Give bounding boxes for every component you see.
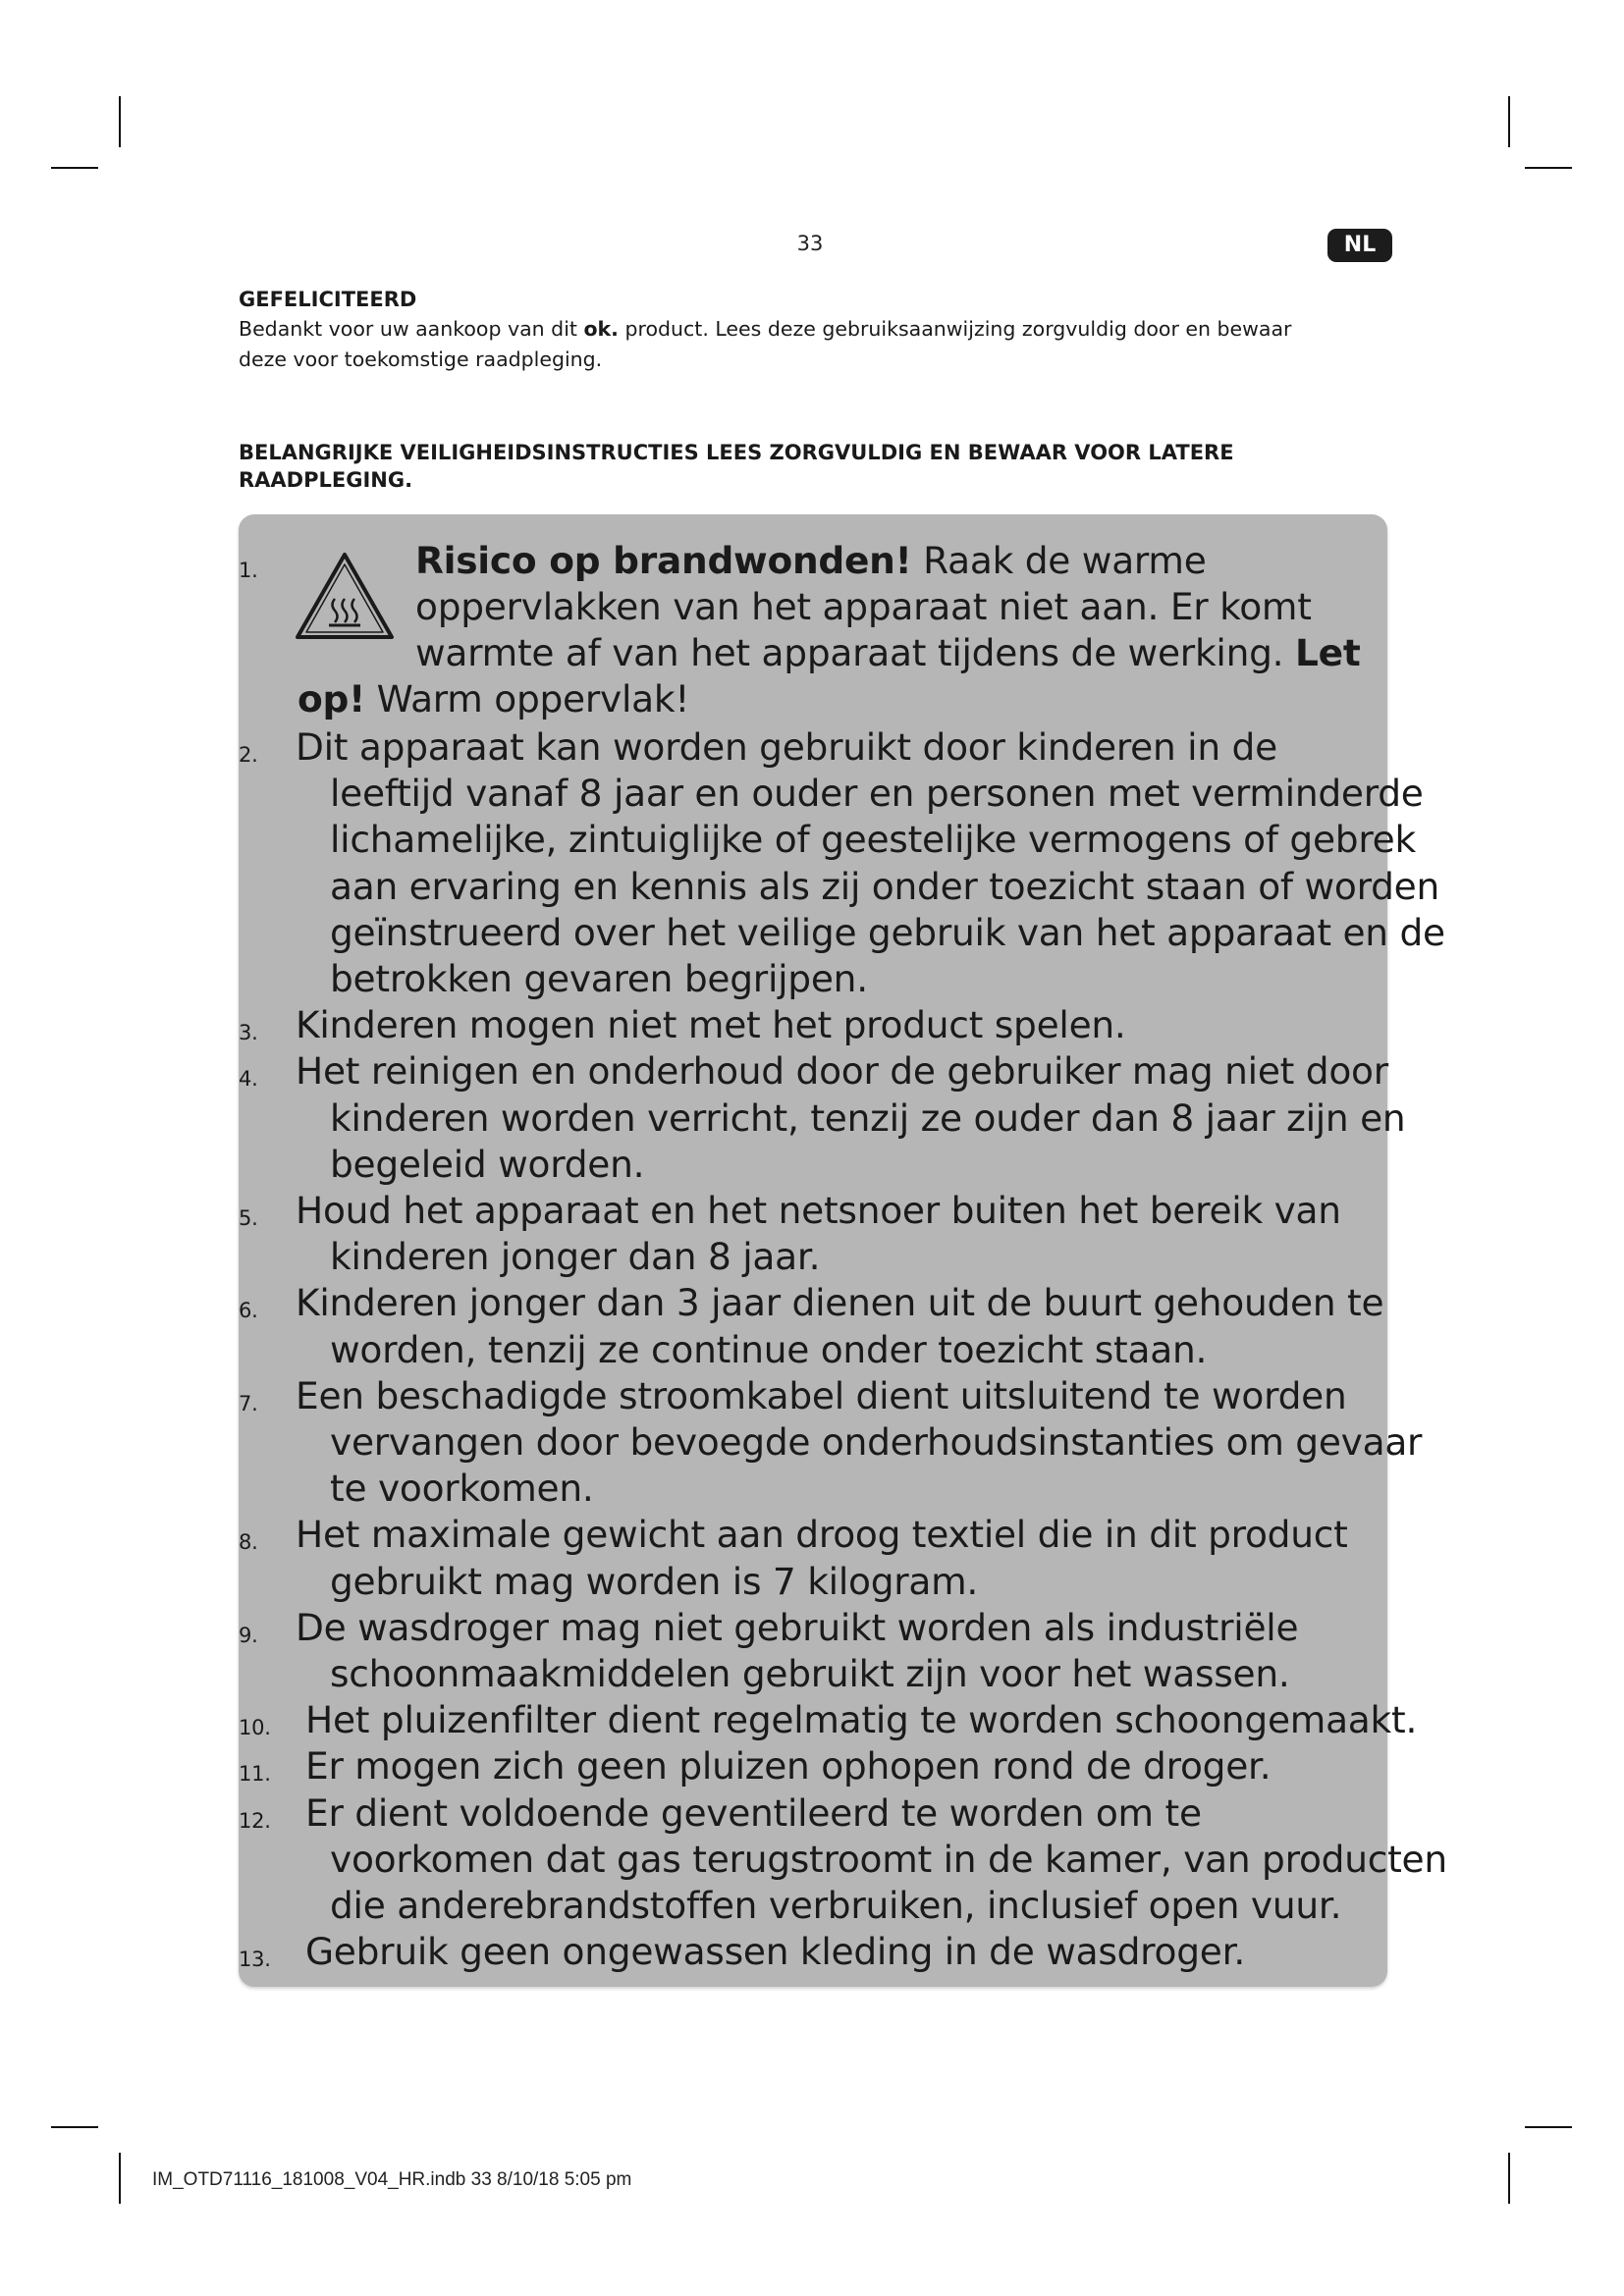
safety-heading [239,439,1348,494]
intro-text-line2: deze voor toekomstige raadpleging. [239,347,603,371]
safety-item [239,1048,1407,1188]
item-line: gebruikt mag worden is 7 kilogram. [330,1559,979,1603]
item-first-line: Het pluizenfilter dient regelmatig te worden schoongemaakt. [305,1698,1418,1742]
item-first-line: Een beschadigde stroomkabel dient uitsluitend te worden [296,1373,1347,1417]
safety-item [239,1512,1407,1604]
item-line: voorkomen dat gas terugstroomt in de kamer, van producten [330,1837,1447,1881]
item-line: te voorkomen. [330,1467,594,1511]
item1-line1: Risico op brandwonden! Raak de warme [415,539,1207,582]
brand-name: ok. [583,317,619,341]
item-number: 13. [239,1948,271,1972]
safety-item-1 [239,538,1407,724]
intro-title: GEFELICITEERD [239,288,417,311]
safety-item [239,1743,1407,1789]
safety-item [239,1373,1423,1513]
crop-mark-bottom-right-horizontal [1525,2126,1572,2128]
item-number: 7. [239,1391,258,1415]
item1-line3: warmte af van het apparaat tijdens de werking. Let [415,631,1361,674]
intro-text [239,314,1397,375]
item-line: geïnstrueerd over het veilige gebruik van het apparaat en de [330,910,1445,954]
safety-heading-line1: BELANGRIJKE VEILIGHEIDSINSTRUCTIES LEES ZORGVULDIG EN BEWAAR VOOR LATERE [239,441,1234,464]
safety-item [239,724,1445,1002]
language-badge: NL [1327,229,1392,262]
item-line: lichamelijke, zintuiglijke of geestelijke vermogens of gebrek [330,818,1416,862]
item-line: betrokken gevaren begrijpen. [330,957,868,1001]
safety-heading-line2: RAADPLEGING. [239,468,413,492]
intro-section [239,285,1397,375]
item-line: kinderen worden verricht, tenzij ze ouder dan 8 jaar zijn en [330,1095,1406,1140]
item-number: 1. [239,559,258,582]
item-number: 6. [239,1299,258,1323]
item-line: worden, tenzij ze continue onder toezicht staan. [330,1327,1208,1371]
item-first-line: Er dient voldoende geventileerd te worden om te [305,1790,1202,1835]
intro-text-start: Bedankt voor uw aankoop van dit [239,317,584,341]
safety-items-list [239,538,1447,1975]
page-number: 33 [796,232,824,255]
item-first-line: Het maximale gewicht aan droog textiel die in dit product [296,1513,1348,1557]
item-number: 2. [239,743,258,767]
item-first-line: Kinderen mogen niet met het product spelen. [296,1003,1126,1047]
item-line: vervangen door bevoegde onderhoudsinstanties om gevaar [330,1420,1423,1465]
item-line: die anderebrandstoffen verbruiken, inclusief open vuur. [330,1884,1342,1928]
crop-mark-top-left-vertical [119,96,121,147]
safety-item [239,1790,1447,1930]
item-line: aan ervaring en kennis als zij onder toezicht staan of worden [330,864,1440,908]
intro-text-end: product. Lees deze gebruiksaanwijzing zorgvuldig door en bewaar [618,317,1292,341]
safety-item [239,1605,1407,1697]
safety-item [239,1280,1407,1372]
item1-line4: op! Warm oppervlak! [298,677,690,721]
item-first-line: De wasdroger mag niet gebruikt worden als industriële [296,1605,1299,1649]
item-number: 4. [239,1067,258,1092]
item-number: 11. [239,1762,271,1787]
item-number: 5. [239,1206,258,1231]
item-number: 8. [239,1530,258,1555]
item-line: kinderen jonger dan 8 jaar. [330,1235,821,1279]
item-number: 9. [239,1623,258,1647]
item-line: begeleid worden. [330,1142,645,1186]
item-line: leeftijd vanaf 8 jaar en ouder en personen met verminderde [330,772,1424,816]
crop-mark-top-right-vertical [1508,96,1510,147]
crop-mark-bottom-left-vertical [119,2153,121,2204]
safety-item [239,1188,1407,1280]
item-first-line: Er mogen zich geen pluizen ophopen rond de droger. [305,1744,1272,1789]
print-slug: IM_OTD71116_181008_V04_HR.indb 33 8/10/18 5:05 pm [152,2169,632,2190]
crop-mark-bottom-right-vertical [1508,2153,1510,2204]
safety-instructions-box [239,514,1447,1987]
item-first-line: Dit apparaat kan worden gebruikt door kinderen in de [296,725,1277,769]
safety-item [239,1002,1407,1048]
item-number: 10. [239,1716,271,1740]
crop-mark-top-left-horizontal [51,167,98,169]
hot-surface-warning-icon [293,550,397,644]
safety-item [239,1697,1418,1743]
crop-mark-bottom-left-horizontal [51,2126,98,2128]
item-first-line: Houd het apparaat en het netsnoer buiten het bereik van [296,1189,1341,1233]
item-line: schoonmaakmiddelen gebruikt zijn voor het wassen. [330,1652,1290,1696]
item-first-line: Gebruik geen ongewassen kleding in de wasdroger. [305,1930,1245,1974]
item-first-line: Het reinigen en onderhoud door de gebruiker mag niet door [296,1049,1388,1094]
item-number: 3. [239,1021,258,1045]
crop-mark-top-right-horizontal [1525,167,1572,169]
item-first-line: Kinderen jonger dan 3 jaar dienen uit de buurt gehouden te [296,1281,1384,1325]
item1-line2: oppervlakken van het apparaat niet aan. Er komt [415,585,1312,628]
item-number: 12. [239,1808,271,1833]
safety-item [239,1929,1407,1975]
